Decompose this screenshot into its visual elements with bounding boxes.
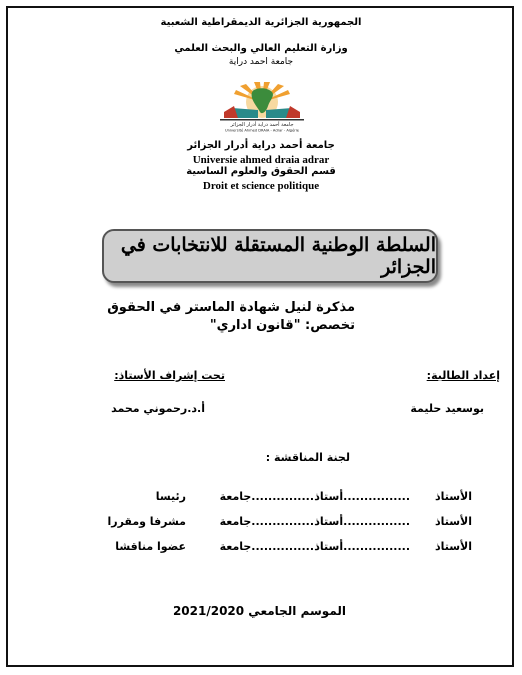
- student-label: إعداد الطالبة:: [426, 369, 500, 382]
- committee-row-3-univ: ...............جامعة: [219, 540, 314, 553]
- committee-row-1-role: رئيسا: [155, 490, 186, 503]
- committee-row-3-prof: الأستاذ: [434, 540, 472, 553]
- committee-row-3-role: عضوا مناقشا: [115, 540, 186, 553]
- ministry-line: وزارة التعليم العالي والبحث العلمي: [174, 43, 348, 54]
- committee-row-2-prof: الأستاذ: [434, 515, 472, 528]
- specialty-line: تخصص: "قانون اداري": [209, 318, 355, 333]
- committee-row-1-univ: ...............جامعة: [219, 490, 314, 503]
- university-line: جامعة احمد دراية: [228, 57, 294, 67]
- committee-row-3-rank: ................أستاذ: [314, 540, 410, 553]
- degree-line: مذكرة لنيل شهادة الماستر في الحقوق: [107, 300, 355, 315]
- republic-line: الجمهورية الجزائرية الديمقراطية الشعبية: [160, 17, 362, 28]
- institution-name-fr: Universie ahmed draia adrar: [192, 154, 330, 166]
- committee-row-2-univ: ...............جامعة: [219, 515, 314, 528]
- committee-row-1-prof: الأستاذ: [434, 490, 472, 503]
- committee-row-2-rank: ................أستاذ: [314, 515, 410, 528]
- student-name: بوسعيد حليمة: [410, 402, 484, 415]
- committee-row-1-rank: ................أستاذ: [314, 490, 410, 503]
- committee-heading: لجنة المناقشة :: [265, 451, 350, 464]
- thesis-title: السلطة الوطنية المستقلة للانتخابات في الجزائر: [120, 234, 436, 278]
- university-logo: [210, 82, 314, 132]
- institution-name-ar: جامعة أحمد دراية أدرار الجزائر: [187, 140, 335, 151]
- logo-caption-en: Université Ahmed DRAIA - Adrar - Algérie: [225, 128, 299, 132]
- department-fr: Droit et science politique: [202, 180, 320, 192]
- academic-season: الموسم الجامعي 2021/2020: [172, 604, 346, 618]
- thesis-title-box: [102, 229, 438, 283]
- supervisor-label: تحت إشراف الأستاذ:: [114, 369, 225, 382]
- supervisor-name: أ.د.رحموني محمد: [111, 402, 205, 415]
- department-ar: قسم الحقوق والعلوم الساسية: [186, 166, 336, 177]
- logo-caption-ar: جامعة أحمد دراية أدرار الجزائر: [230, 122, 294, 128]
- committee-row-2-role: مشرفا ومقررا: [107, 515, 186, 528]
